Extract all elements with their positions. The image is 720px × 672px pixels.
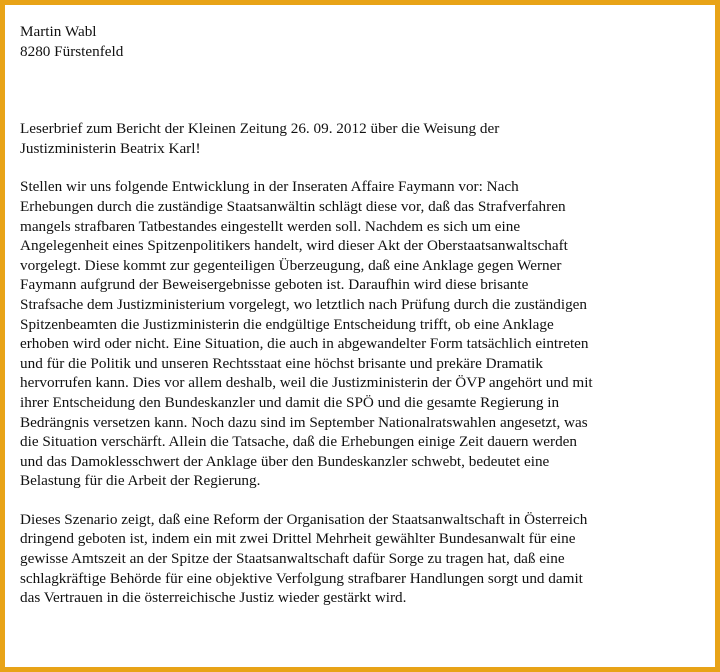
letter-body [20,22,710,608]
paragraph-1-line: und für die Politik und unseren Rechtsstaat eine höchst brisante und prekäre Dramatik [20,354,543,372]
paragraph-1-line: die Situation verschärft. Allein die Tatsache, daß die Erhebungen einige Zeit dauern werden [20,433,578,451]
paragraph-1-line: erhoben wird oder nicht. Eine Situation, die auch in abgewandelter Form tatsächlich eintreten [20,335,589,353]
paragraph-1-line: Angelegenheit eines Spitzenpolitikers handelt, wird dieser Akt der Oberstaatsanwaltschaft [20,237,568,255]
paragraph-2 [20,510,710,608]
paragraph-1-line: mangels strafbaren Tatbestandes eingestellt werden soll. Nachdem es sich um eine [20,217,521,235]
subject-line-2: Justizministerin Beatrix Karl! [20,139,201,157]
subject-line [20,119,710,158]
paragraph-1-line: hervorrufen kann. Dies vor allem deshalb, weil die Justizministerin der ÖVP angehört und mit [20,374,593,392]
paragraph-1-line: und das Damoklesschwert der Anklage über den Bundeskanzler schwebt, bedeutet eine [20,452,550,470]
paragraph-1-line: ihrer Entscheidung den Bundeskanzler und damit die SPÖ und die gesamte Regierung in [20,393,560,411]
paragraph-2-line: gewisse Amtszeit an der Spitze der Staatsanwaltschaft dafür Sorge zu tragen hat, daß eine [20,550,565,568]
paragraph-2-line: Dieses Szenario zeigt, daß eine Reform der Organisation der Staatsanwaltschaft in Österreich [20,510,588,528]
paragraph-1-line: Strafsache dem Justizministerium vorgelegt, wo letztlich nach Prüfung durch die zuständigen [20,295,587,313]
paragraph-1-line: Bedrängnis versetzen kann. Noch dazu sind im September Nationalratswahlen angesetzt, was [20,413,588,431]
sender-name: Martin Wabl [20,23,97,40]
paragraph-1-line: Belastung für die Arbeit der Regierung. [20,472,261,490]
sender-city: 8280 Fürstenfeld [20,42,124,60]
paragraph-1-line: Stellen wir uns folgende Entwicklung in der Inseraten Affaire Faymann vor: Nach [20,178,519,196]
paragraph-1-line: Erhebungen durch die zuständige Staatsanwältin schlägt diese vor, daß das Strafverfahren [20,197,566,215]
paragraph-2-line: das Vertrauen in die österreichische Justiz wieder gestärkt wird. [20,589,407,607]
paragraph-1-line: vorgelegt. Diese kommt zur gegenteiligen Überzeugung, daß eine Anklage gegen Werner [20,256,562,274]
paragraph-2-line: schlagkräftige Behörde für eine objektive Verfolgung strafbarer Handlungen sorgt und damit [20,569,583,587]
paragraph-1-line: Faymann aufgrund der Beweisergebnisse geboten ist. Daraufhin wird diese brisante [20,276,529,294]
sender-block [20,22,710,61]
paragraph-2-line: dringend geboten ist, indem ein mit zwei Drittel Mehrheit gewählter Bundesanwalt für eine [20,530,576,548]
subject-line-1: Leserbrief zum Bericht der Kleinen Zeitung 26. 09. 2012 über die Weisung der [20,120,500,138]
paragraph-1 [20,177,710,491]
paragraph-1-line: Spitzenbeamten die Justizministerin die endgültige Entscheidung trifft, ob eine Anklage [20,315,554,333]
